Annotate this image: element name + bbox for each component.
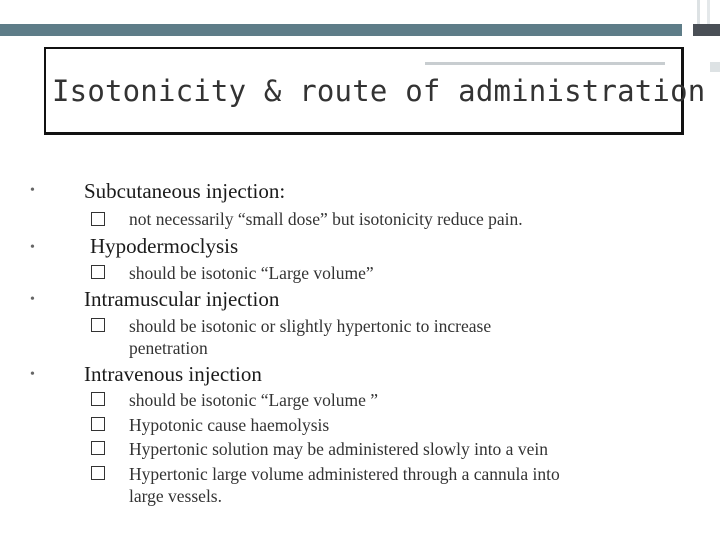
checkbox-icon (91, 318, 105, 332)
section-heading: Intramuscular injection (84, 287, 280, 311)
section-item: should be isotonic “Large volume ” (129, 390, 378, 410)
checkbox-icon (91, 466, 105, 480)
header-stripe (697, 0, 700, 24)
section-item: Hypotonic cause haemolysis (129, 415, 330, 435)
checkbox-icon (91, 265, 105, 279)
section-heading: Subcutaneous injection: (84, 179, 286, 203)
bullet-dot: • (30, 240, 35, 255)
slide-title: Isotonicity & route of administration (52, 74, 706, 108)
bullet-dot: • (30, 367, 35, 382)
section-item: Hypertonic large volume administered through a cannula into (129, 464, 560, 484)
section-heading: Intravenous injection (84, 362, 262, 386)
header-corner (710, 62, 720, 72)
header-bar-dark (693, 24, 720, 36)
section-item: should be isotonic or slightly hypertonic to increase (129, 316, 492, 336)
section-item-continued: large vessels. (129, 486, 222, 506)
header-bar (0, 24, 682, 36)
bullet-dot: • (30, 292, 35, 307)
header-decoration (0, 24, 720, 36)
section-heading: Hypodermoclysis (90, 234, 239, 258)
section-item: Hypertonic solution may be administered slowly into a vein (129, 439, 548, 459)
section-item: should be isotonic “Large volume” (129, 263, 374, 283)
bullet-dot: • (30, 183, 35, 198)
section-item: not necessarily “small dose” but isotonicity reduce pain. (129, 209, 523, 229)
checkbox-icon (91, 441, 105, 455)
checkbox-icon (91, 212, 105, 226)
section-item-continued: penetration (129, 338, 208, 358)
header-stripe (707, 0, 710, 24)
checkbox-icon (91, 392, 105, 406)
checkbox-icon (91, 417, 105, 431)
